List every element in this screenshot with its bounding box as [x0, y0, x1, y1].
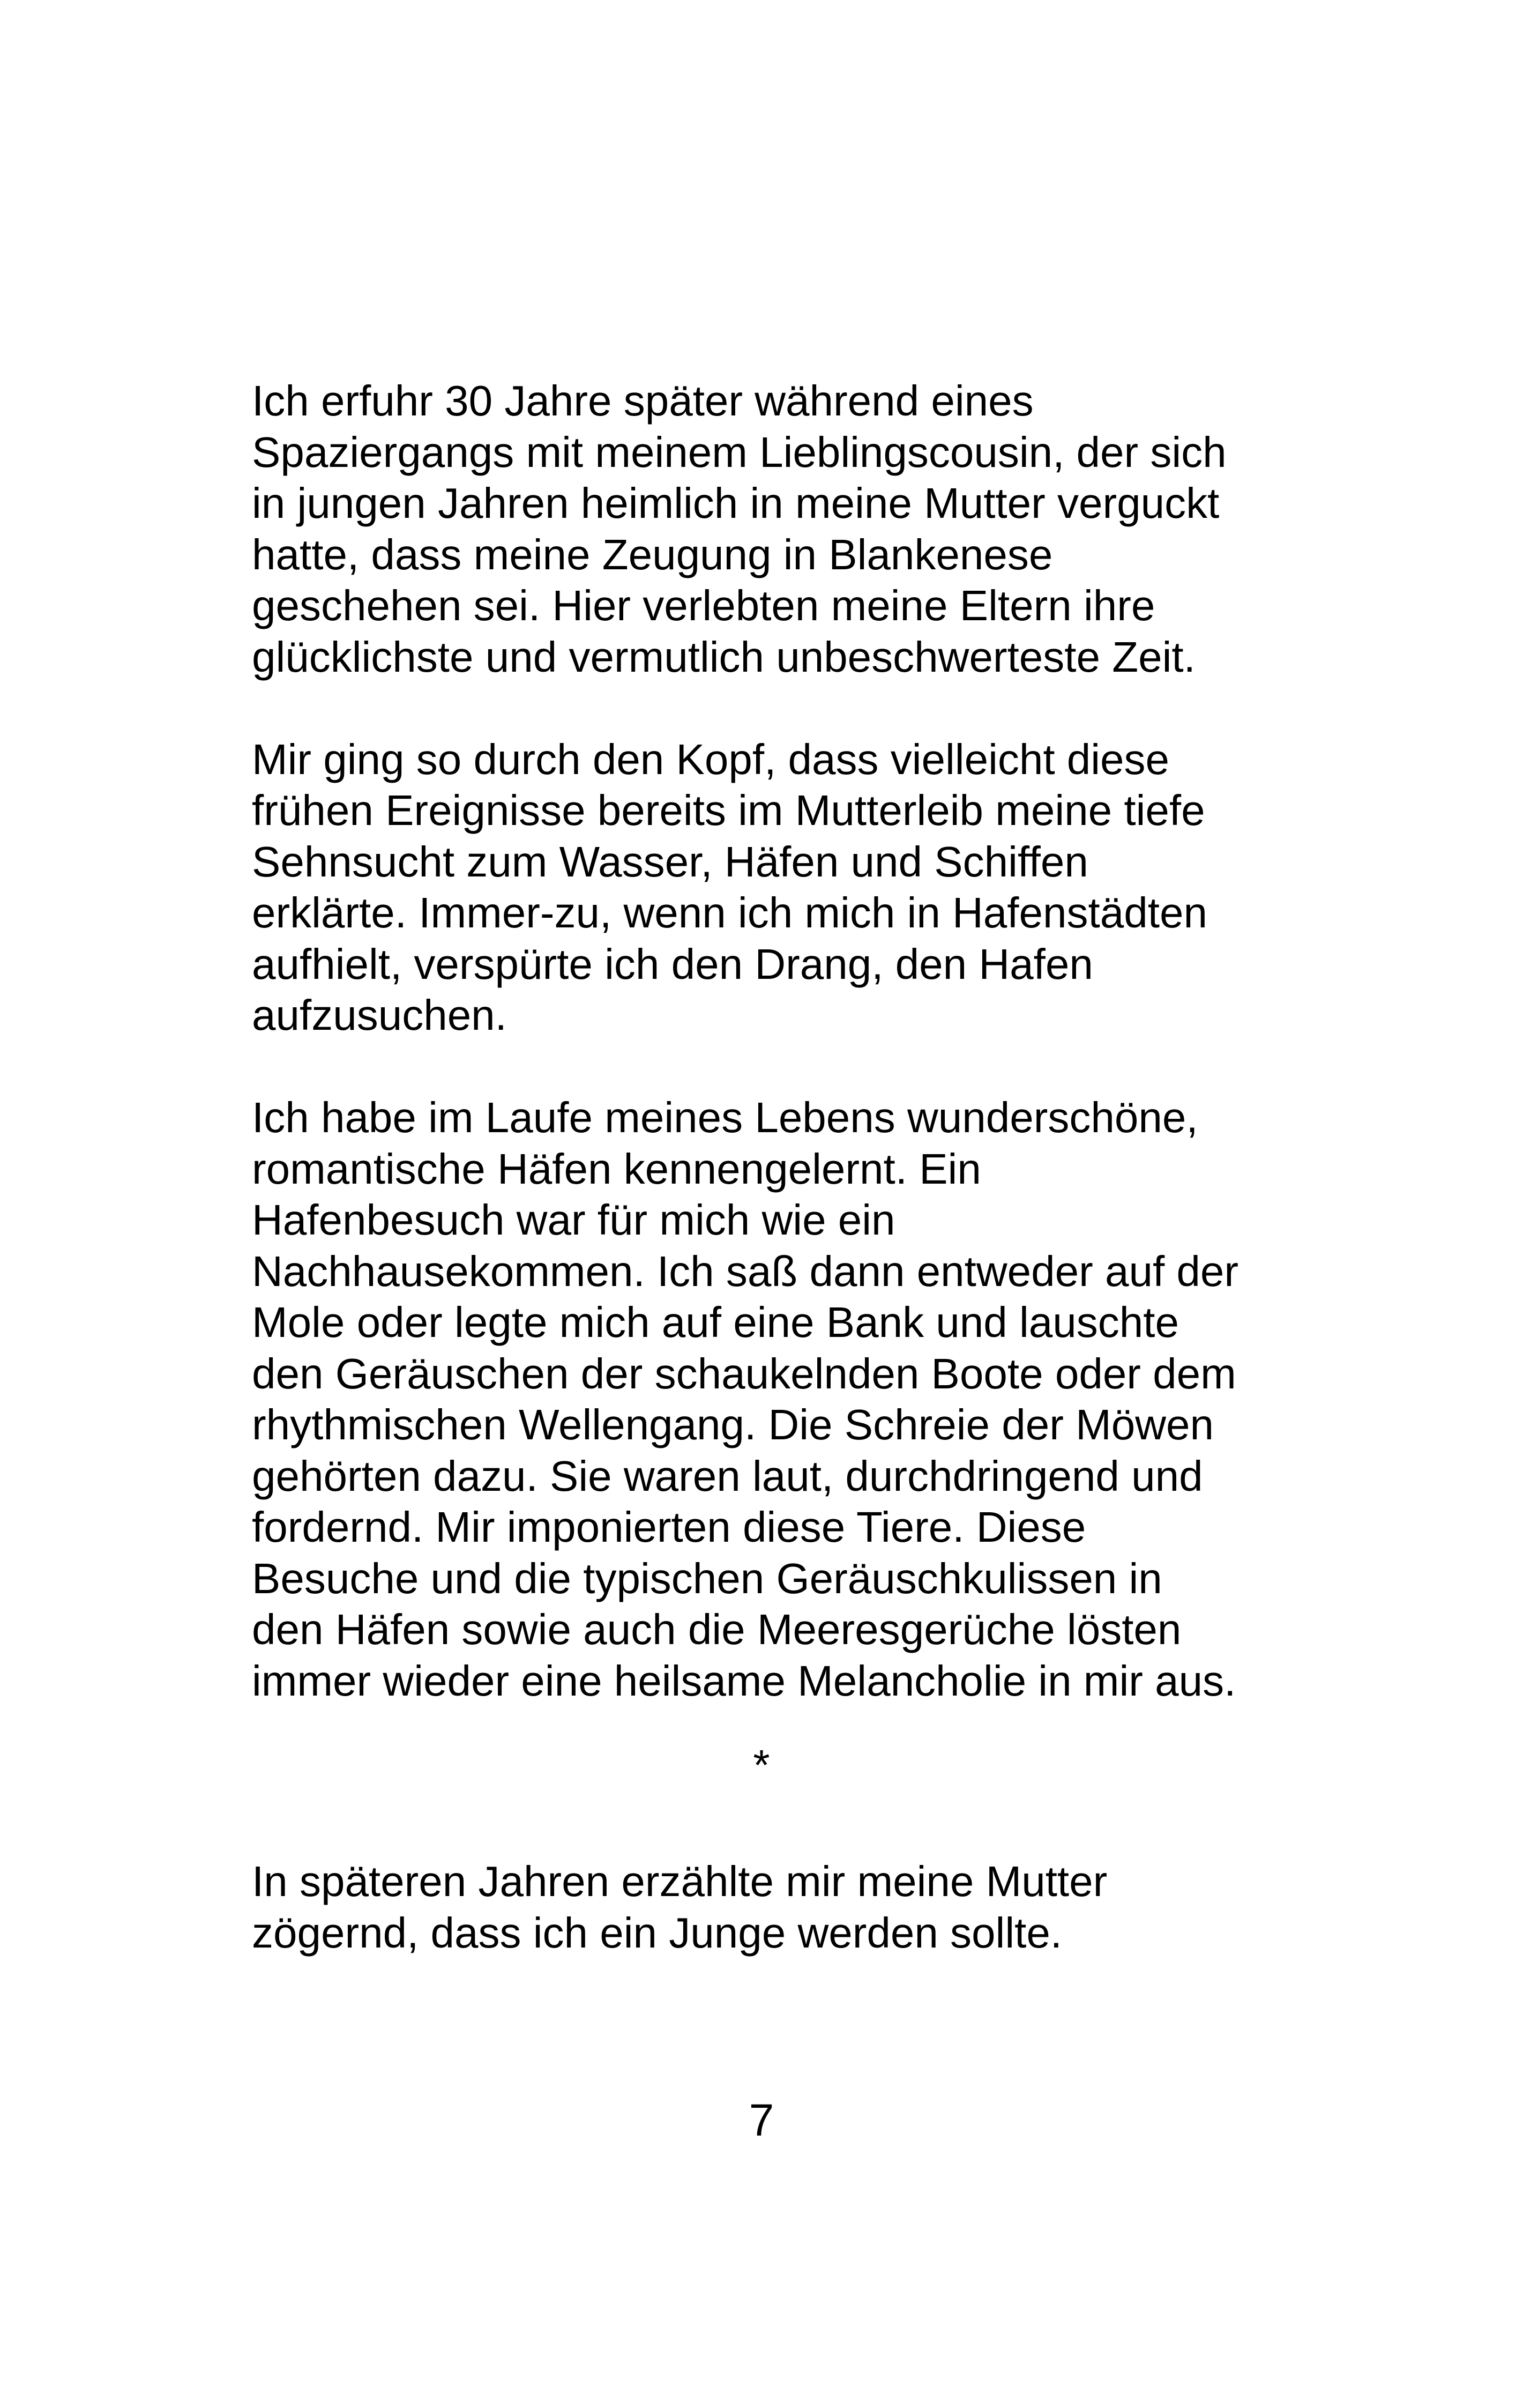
body-text — [252, 375, 1260, 1706]
paragraph-2: Mir ging so durch den Kopf, dass vielleicht diese frühen Ereignisse bereits im Mutterleib meine tiefe Sehnsucht zum Wasser, Häfen und Schiffen erklärte. Immer-zu, wenn ich mich in Hafenstädten aufhielt, verspürte ich den Drang, den Hafen aufzusuchen. — [252, 735, 1207, 1039]
closing-text — [252, 1856, 1260, 1958]
section-separator: * — [753, 1741, 770, 1789]
closing-paragraph: In späteren Jahren erzählte mir meine Mutter zögernd, dass ich ein Junge werden sollte. — [252, 1857, 1108, 1957]
page-number: 7 — [749, 2095, 774, 2145]
paragraph-1: Ich erfuhr 30 Jahre später während eines Spaziergangs mit meinem Lieblingscousin, der sich in jungen Jahren heimlich in meine Mutter verguckt hatte, dass meine Zeugung in Blankenese geschehen sei. Hier verlebten meine Eltern ihre glücklichste und vermutlich unbeschwerteste Zeit. — [252, 377, 1227, 681]
paragraph-3: Ich habe im Laufe meines Lebens wunderschöne, romantische Häfen kennengelernt. Ein Hafenbesuch war für mich wie ein Nachhausekommen. Ich saß dann entweder auf der Mole oder legte mich auf eine Bank und lauschte den Geräuschen der schaukelnden Boote oder dem rhythmischen Wellengang. Die Schreie der Möwen gehörten dazu. Sie waren laut, durchdringend und fordernd. Mir imponierten diese Tiere. Diese Besuche und die typischen Geräuschkulissen in den Häfen sowie auch die Meeresgerüche lösten immer wieder eine heilsame Melancholie in mir aus. — [252, 1094, 1239, 1705]
